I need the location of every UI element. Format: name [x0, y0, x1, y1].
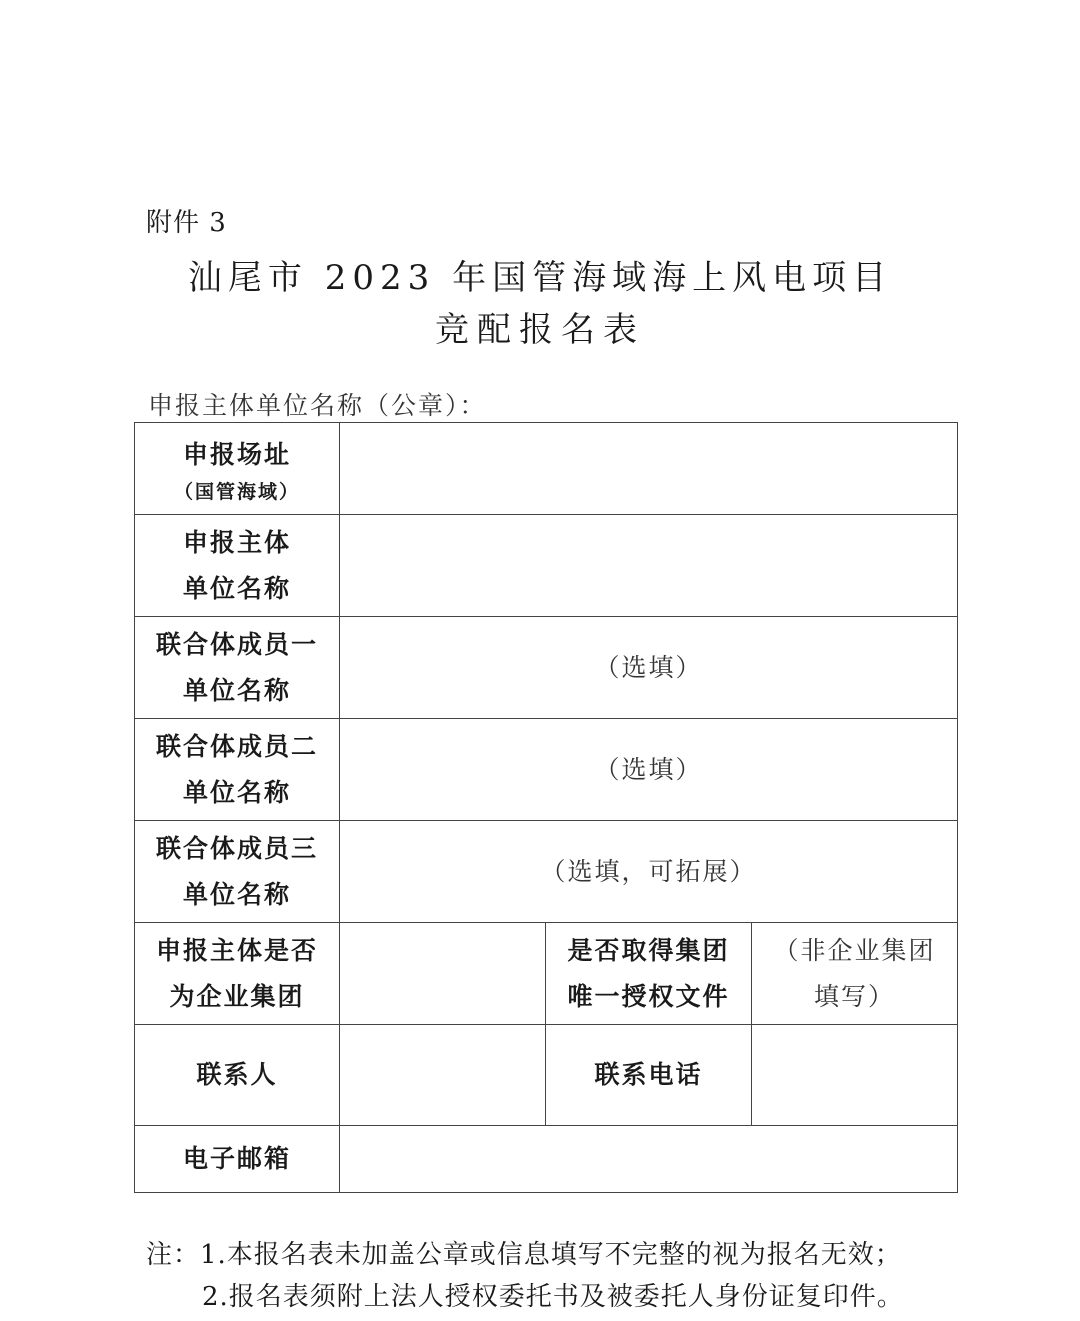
member1-input-cell[interactable]: （选填）: [340, 617, 958, 719]
entity-label-cell: [135, 515, 340, 617]
row-member2: [135, 719, 958, 821]
entity-label-line2: 单位名称: [182, 573, 291, 603]
registration-table: [134, 422, 958, 1193]
member2-label-line1: 联合体成员二: [155, 731, 318, 761]
member1-label-line1: 联合体成员一: [155, 629, 318, 659]
group-label-line1: 申报主体是否: [155, 935, 318, 965]
email-input-cell[interactable]: [340, 1126, 958, 1193]
site-sublabel: （国管海域）: [173, 480, 300, 503]
group-label-cell: [135, 923, 340, 1025]
auth-hint-line1: （非企业集团: [773, 935, 936, 965]
member3-label-cell: [135, 821, 340, 923]
row-email: [135, 1126, 958, 1193]
row-site: [135, 423, 958, 515]
member2-label-cell: [135, 719, 340, 821]
phone-label: 联系电话: [546, 1025, 752, 1126]
auth-label-cell: [546, 923, 752, 1025]
row-entity: [135, 515, 958, 617]
notes: [146, 1234, 904, 1318]
member3-label-line2: 单位名称: [182, 879, 291, 909]
note-line2: 2.报名表须附上法人授权委托书及被委托人身份证复印件。: [202, 1282, 904, 1312]
contact-input-cell[interactable]: [340, 1025, 546, 1126]
member2-label-line2: 单位名称: [182, 777, 291, 807]
attachment-label: 附件 3: [146, 208, 227, 238]
member1-label-line2: 单位名称: [182, 675, 291, 705]
applicant-label: 申报主体单位名称（公章）：: [148, 391, 487, 420]
form-title-line2: 竞配报名表: [435, 310, 645, 350]
member2-input-cell[interactable]: （选填）: [340, 719, 958, 821]
row-member1: [135, 617, 958, 719]
auth-hint-line2: 填写）: [814, 981, 896, 1011]
contact-label: 联系人: [135, 1025, 340, 1126]
note-line1: 注：1.本报名表未加盖公章或信息填写不完整的视为报名无效；: [146, 1240, 902, 1270]
entity-label-line1: 申报主体: [182, 527, 291, 557]
member1-label-cell: [135, 617, 340, 719]
group-label-line2: 为企业集团: [169, 981, 305, 1011]
site-label: 申报场址: [182, 439, 291, 469]
site-input-cell[interactable]: [340, 423, 958, 515]
member3-input-cell[interactable]: （选填，可拓展）: [340, 821, 958, 923]
auth-label-line1: 是否取得集团: [567, 935, 730, 965]
auth-label-line2: 唯一授权文件: [567, 981, 730, 1011]
group-input-cell[interactable]: [340, 923, 546, 1025]
member3-label-line1: 联合体成员三: [155, 833, 318, 863]
row-group: [135, 923, 958, 1025]
entity-input-cell[interactable]: [340, 515, 958, 617]
row-contact: [135, 1025, 958, 1126]
auth-input-cell[interactable]: [752, 923, 958, 1025]
email-label: 电子邮箱: [135, 1126, 340, 1193]
row-member3: [135, 821, 958, 923]
phone-input-cell[interactable]: [752, 1025, 958, 1126]
form-title-line1: 汕尾市 2023 年国管海域海上风电项目: [187, 258, 893, 298]
site-label-cell: [135, 423, 340, 515]
